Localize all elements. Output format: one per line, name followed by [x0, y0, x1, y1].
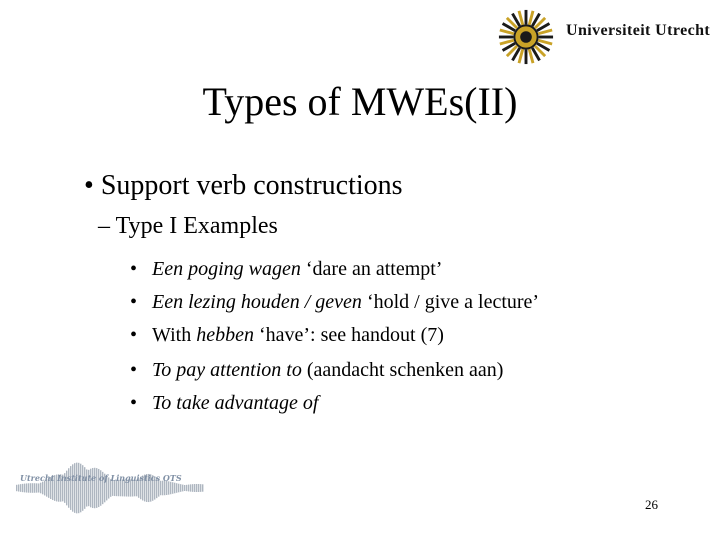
bullet-level-2: – Type I Examples: [98, 213, 278, 239]
example-item: • With hebben ‘have’: see handout (7): [130, 324, 444, 346]
example-gloss: ‘have’: see handout (7): [253, 324, 444, 346]
example-item: • To take advantage of: [130, 392, 319, 414]
university-seal-icon: [497, 8, 555, 66]
example-item: • Een lezing houden / geven ‘hold / give a lecture’: [130, 291, 540, 313]
page-number: 26: [645, 497, 658, 512]
example-term: To take advantage of: [152, 392, 319, 414]
example-term: Een poging wagen: [152, 258, 301, 280]
bullet-level-2-text: Type I Examples: [115, 213, 278, 239]
example-prefix: With: [152, 324, 197, 346]
example-gloss: (aandacht schenken aan): [301, 359, 504, 381]
example-item: • To pay attention to (aandacht schenken aan): [130, 359, 504, 381]
slide-title: Types of MWEs(II): [202, 79, 518, 124]
svg-text:Utrecht Institute of Linguisti: Utrecht Institute of Linguistics OTS: [20, 473, 182, 483]
university-name: Universiteit Utrecht: [566, 22, 711, 39]
example-term: hebben: [196, 324, 254, 346]
example-gloss: ‘hold / give a lecture’: [361, 291, 540, 313]
bullet-level-1-text: Support verb constructions: [100, 170, 403, 201]
waveform-watermark-icon: [14, 458, 209, 528]
example-term: Een lezing houden / geven: [152, 291, 362, 313]
bullet-level-1: • Support verb constructions: [84, 170, 403, 201]
example-item: • Een poging wagen ‘dare an attempt’: [130, 258, 443, 280]
example-gloss: ‘dare an attempt’: [300, 258, 443, 280]
example-term: To pay attention to: [152, 359, 302, 381]
